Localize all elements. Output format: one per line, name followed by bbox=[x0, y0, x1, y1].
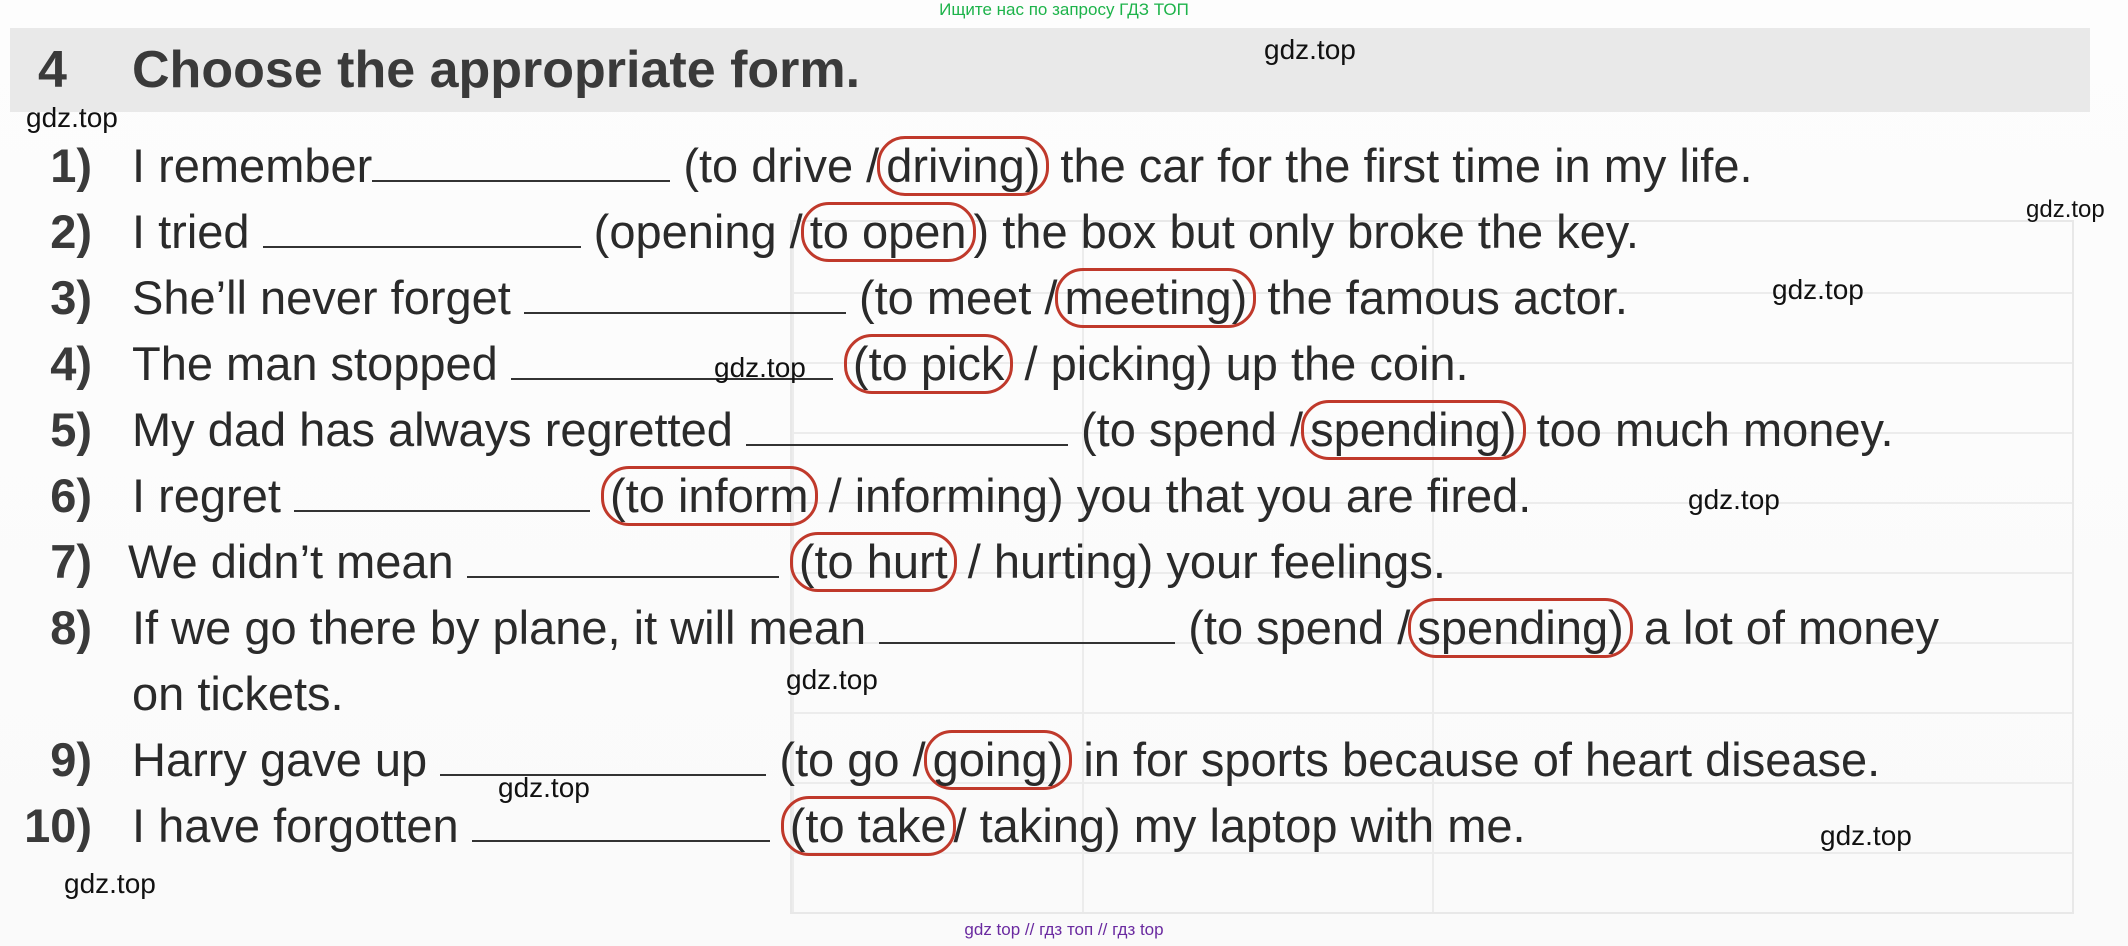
watermark: gdz.top bbox=[2026, 196, 2105, 223]
item-text: We didn’t mean bbox=[128, 535, 454, 588]
circled-answer: (to take bbox=[781, 796, 956, 856]
item-text: If we go there by plane, it will mean bbox=[132, 601, 867, 654]
item-text-after: / informing) you that you are fired. bbox=[815, 469, 1532, 522]
answer-blank[interactable] bbox=[263, 206, 581, 248]
item-number: 4) bbox=[50, 337, 92, 390]
item-number: 3) bbox=[50, 271, 92, 324]
item-number: 2) bbox=[50, 205, 92, 258]
item-text: on tickets. bbox=[132, 667, 344, 720]
item-text: I tried bbox=[132, 205, 250, 258]
item-text: The man stopped bbox=[132, 337, 498, 390]
answer-blank[interactable] bbox=[524, 272, 846, 314]
exercise-instruction: Choose the appropriate form. bbox=[132, 41, 861, 99]
circled-answer: to open bbox=[801, 202, 976, 262]
watermark: gdz.top bbox=[1772, 274, 1864, 305]
circled-answer: (to hurt bbox=[790, 532, 957, 592]
circled-answer: meeting) bbox=[1055, 268, 1256, 328]
item-number: 10) bbox=[24, 799, 92, 852]
answer-blank[interactable] bbox=[440, 734, 766, 776]
item-text: I remember bbox=[132, 139, 373, 192]
item-number: 5) bbox=[50, 403, 92, 456]
item-text-after: a lot of money bbox=[1630, 601, 1940, 654]
watermark: gdz.top bbox=[26, 102, 118, 133]
circled-answer: going) bbox=[924, 730, 1073, 790]
item-options: (opening / bbox=[593, 205, 803, 258]
item-options: (to drive / bbox=[683, 139, 880, 192]
item-text: I have forgotten bbox=[132, 799, 459, 852]
answer-blank[interactable] bbox=[294, 470, 590, 512]
item-text: Harry gave up bbox=[132, 733, 428, 786]
item-text-after: the car for the first time in my life. bbox=[1047, 139, 1753, 192]
answer-blank[interactable] bbox=[372, 140, 670, 182]
watermark: gdz.top bbox=[1264, 34, 1356, 65]
item-text-after: / picking) up the coin. bbox=[1011, 337, 1469, 390]
item-options: (to go / bbox=[779, 733, 926, 786]
exercise-title bbox=[38, 40, 860, 100]
item-options: (to meet / bbox=[858, 271, 1058, 324]
item-text-after: / hurting) your feelings. bbox=[954, 535, 1446, 588]
watermark: gdz.top bbox=[1820, 820, 1912, 851]
exercise-number: 4 bbox=[38, 41, 67, 99]
circled-answer: (to pick bbox=[844, 334, 1014, 394]
item-text-after: the famous actor. bbox=[1254, 271, 1628, 324]
item-options: (to spend / bbox=[1188, 601, 1411, 654]
item-number: 7) bbox=[50, 535, 92, 588]
item-number: 9) bbox=[50, 733, 92, 786]
footer-links[interactable]: gdz top // гдз топ // гдз top bbox=[964, 920, 1164, 939]
watermark: gdz.top bbox=[786, 664, 878, 695]
item-text: My dad has always regretted bbox=[132, 403, 733, 456]
circled-answer: (to inform bbox=[601, 466, 818, 526]
circled-answer: spending) bbox=[1408, 598, 1632, 658]
watermark: gdz.top bbox=[64, 868, 156, 899]
search-hint-link[interactable]: Ищите нас по запросу ГДЗ ТОП bbox=[939, 0, 1189, 19]
watermark: gdz.top bbox=[1688, 484, 1780, 515]
item-text-after: / taking) my laptop with me. bbox=[953, 799, 1526, 852]
item-text-after: in for sports because of heart disease. bbox=[1070, 733, 1881, 786]
answer-blank[interactable] bbox=[746, 404, 1068, 446]
item-text: She’ll never forget bbox=[132, 271, 511, 324]
item-text: I regret bbox=[132, 469, 281, 522]
circled-answer: spending) bbox=[1301, 400, 1525, 460]
circled-answer: driving) bbox=[877, 136, 1049, 196]
watermark: gdz.top bbox=[714, 352, 806, 383]
item-number: 6) bbox=[50, 469, 92, 522]
item-text-after: too much money. bbox=[1523, 403, 1894, 456]
item-text-after: ) the box but only broke the key. bbox=[973, 205, 1639, 258]
watermark: gdz.top bbox=[498, 772, 590, 803]
answer-blank[interactable] bbox=[472, 800, 770, 842]
answer-blank[interactable] bbox=[879, 602, 1175, 644]
item-options: (to spend / bbox=[1080, 403, 1304, 456]
item-number: 1) bbox=[50, 139, 92, 192]
answer-blank[interactable] bbox=[467, 536, 779, 578]
item-number: 8) bbox=[50, 601, 92, 654]
